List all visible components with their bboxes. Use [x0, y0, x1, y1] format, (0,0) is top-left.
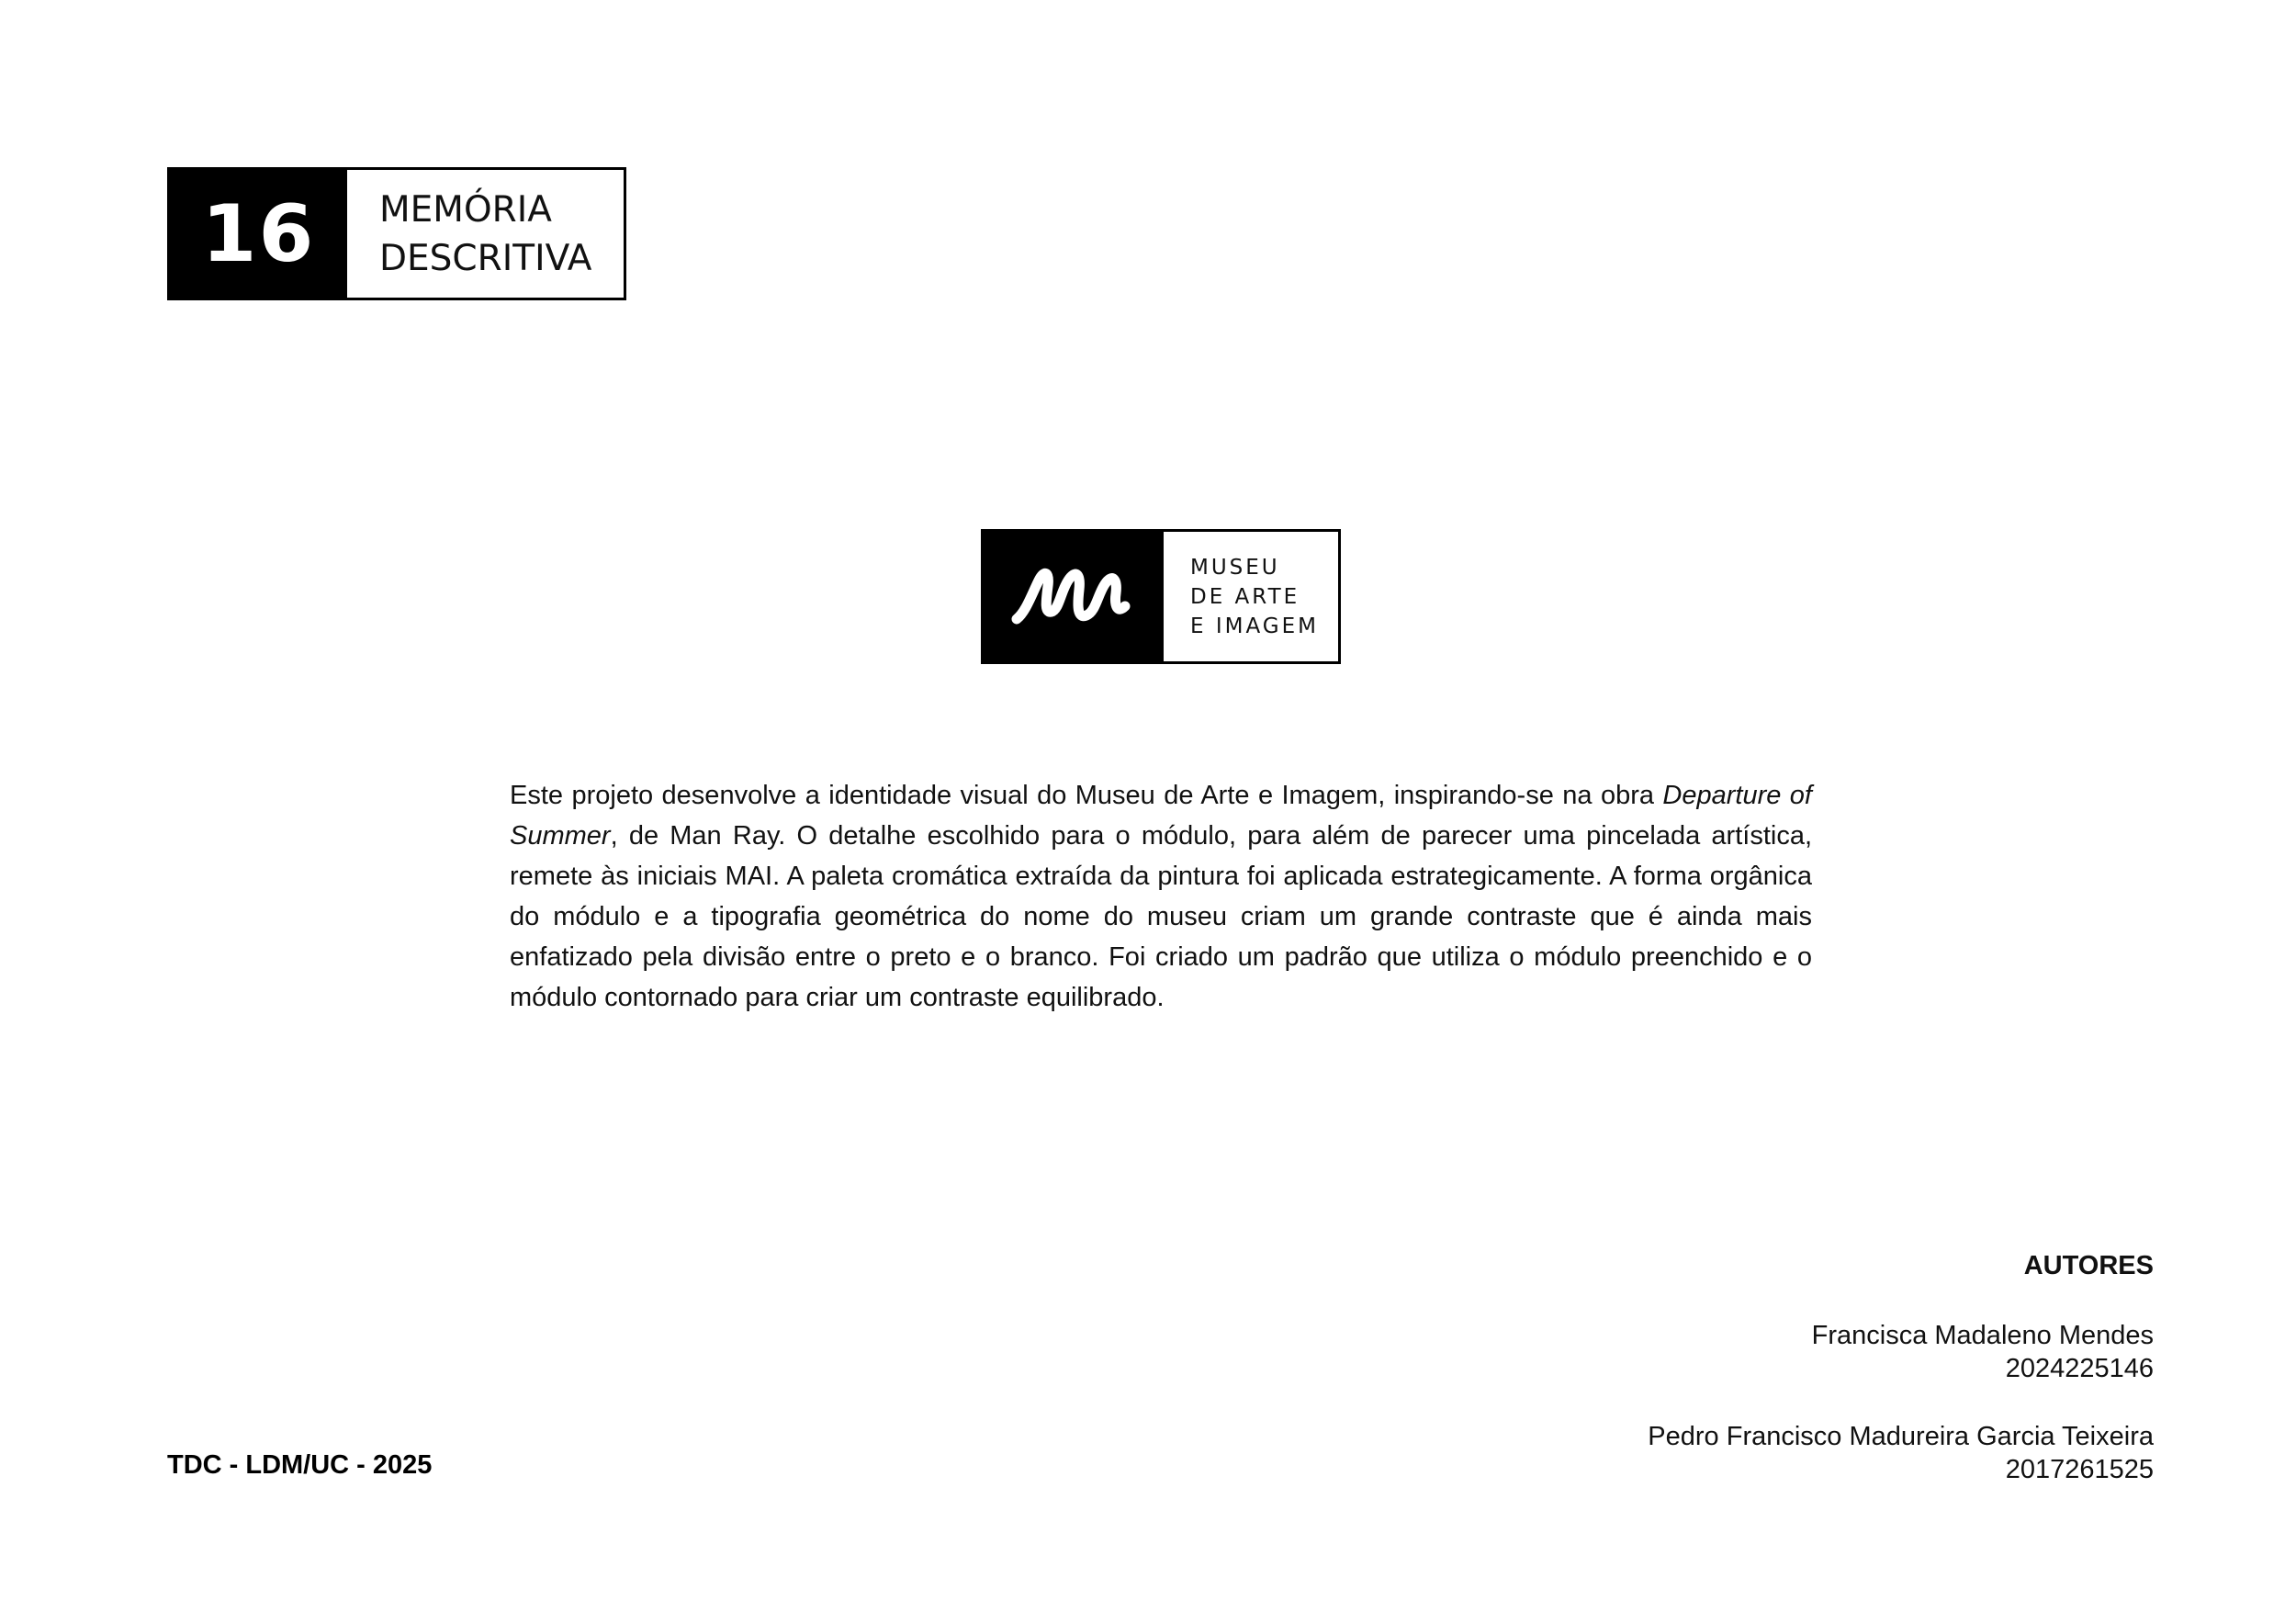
author-entry: [1327, 1319, 2154, 1385]
logo-wordmark: [1164, 532, 1338, 661]
logo-line-1: MUSEU: [1190, 555, 1280, 580]
author-name: Pedro Francisco Madureira Garcia Teixeira: [1648, 1422, 2154, 1451]
author-name: Francisca Madaleno Mendes: [1811, 1321, 2154, 1350]
author-entry: [1327, 1420, 2154, 1486]
section-number: 16: [170, 170, 347, 298]
section-title-line-1: MEMÓRIA: [379, 188, 552, 231]
authors-heading: AUTORES: [2023, 1251, 2154, 1280]
course-info: TDC - LDM/UC - 2025: [167, 1450, 433, 1480]
description-part-1: Este projeto desenvolve a identidade visual do Museu de Arte e Imagem, inspirando-se na obra: [510, 781, 1663, 810]
author-number: 2024225146: [2005, 1354, 2154, 1383]
author-number: 2017261525: [2005, 1455, 2154, 1484]
section-title: [347, 170, 624, 298]
logo-line-3: E IMAGEM: [1190, 614, 1319, 638]
authors-block: [1327, 1249, 2154, 1486]
description-paragraph: [510, 775, 1812, 1018]
logo-line-2: DE ARTE: [1190, 584, 1300, 609]
museum-logo: [981, 529, 1341, 664]
artwork-title: Departure of Summer: [510, 781, 1812, 851]
section-title-line-2: DESCRITIVA: [379, 237, 592, 279]
brushstroke-m-icon: [984, 532, 1164, 661]
section-header: [167, 167, 626, 300]
description-part-2: , de Man Ray. O detalhe escolhido para o módulo, para além de parecer uma pincelada artística, remete às iniciais MAI. A paleta cromática extraída da pintura foi aplicada estrategicamente. A forma orgânica do módulo e a tipografia geométrica do nome do museu criam um grande contraste que é ainda mais enfatizado pela divisão entre o preto e o branco. Foi criado um padrão que utiliza o módulo preenchido e o módulo contornado para criar um contraste equilibrado.: [510, 821, 1812, 1012]
